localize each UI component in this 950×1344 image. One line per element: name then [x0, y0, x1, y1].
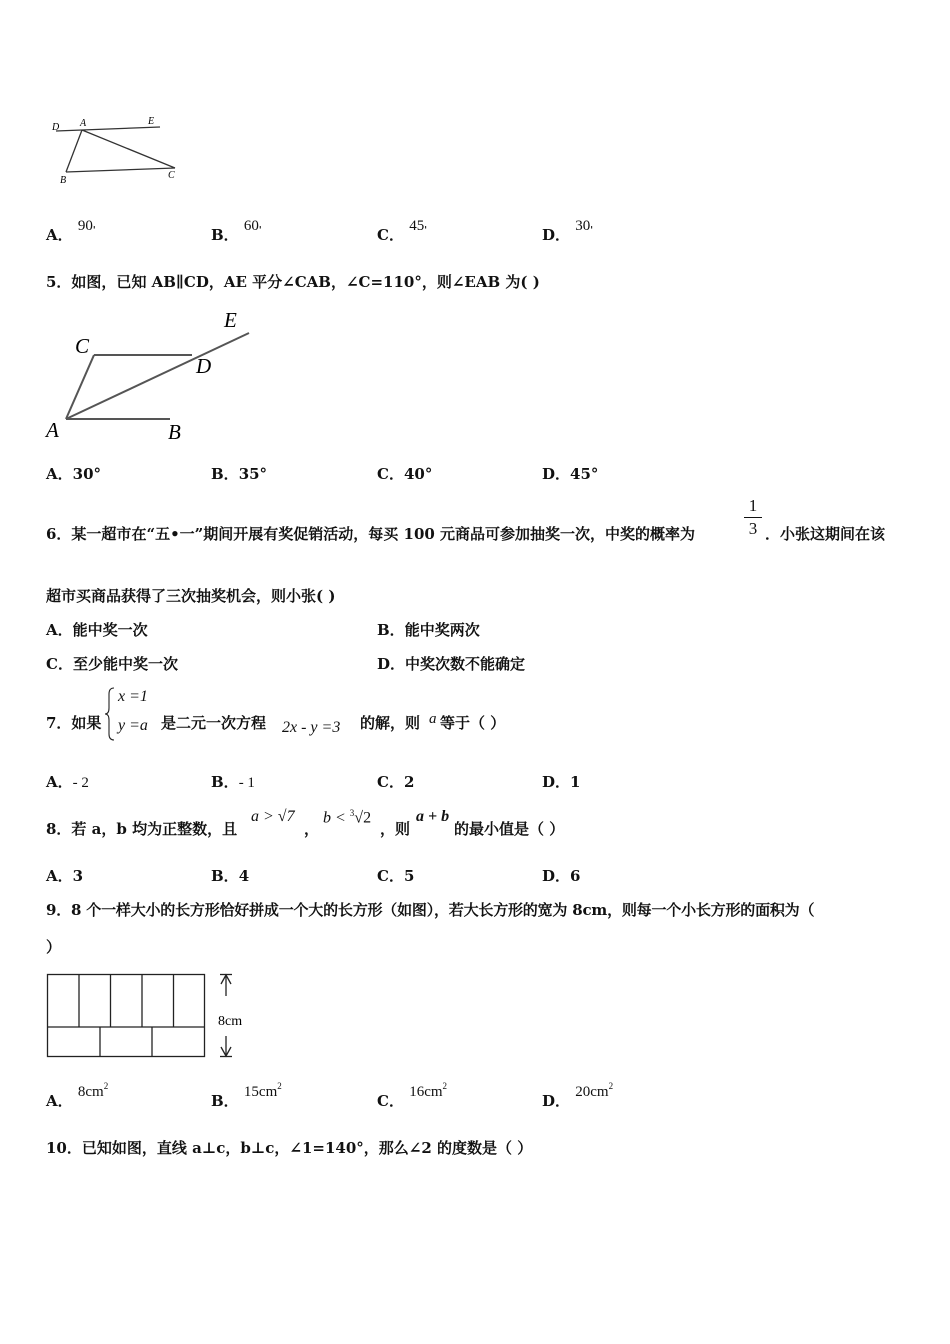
q10-question-text: 10．已知如图，直线 a⊥c，b⊥c，∠1=140°，那么∠2 的度数是（ ）: [46, 1139, 533, 1157]
q5-label-c: C: [75, 334, 90, 358]
q7-option-value: - 2: [72, 775, 89, 791]
q7-option-d: D．1: [542, 773, 581, 791]
q6-option-value: 至少能中奖一次: [72, 655, 178, 673]
q7-option-value: 2: [403, 773, 415, 791]
q8-option-a: A．3: [46, 867, 84, 885]
q5-question-text: 5．如图，已知 AB∥CD，AE 平分∠CAB，∠C=110°，则∠EAB 为( ): [46, 273, 540, 291]
q4-option-d: D． 30': [542, 218, 594, 244]
q7-suffix-b: 等于（ ）: [440, 714, 506, 732]
q8-suffix: 的最小值是（ ）: [454, 820, 565, 838]
q7-prefix: 7．如果: [46, 714, 102, 732]
q5-label-d: D: [196, 354, 212, 378]
q8-option-value: 4: [238, 867, 250, 885]
q4-option-value: 60: [243, 218, 259, 234]
q5-option-value: 45°: [570, 465, 599, 483]
q8-option-b: B．4: [211, 867, 250, 885]
q9-option-a: A． $8cm^2$: [46, 1081, 109, 1110]
q4-label-e: E: [148, 116, 155, 127]
q4-figure: [48, 108, 188, 188]
q7-option-value: 1: [570, 773, 581, 791]
q8-condition-2: b < $^3$√2: [323, 808, 372, 827]
q6-option-b: B．能中奖两次: [377, 621, 480, 639]
q4-option-value: 45: [409, 218, 425, 234]
q7-suffix-a: 的解，则: [360, 714, 421, 732]
q6-question-text: 6．某一超市在“五•一”期间开展有奖促销活动，每买 100 元商品可参加抽奖一次，中奖的概率为: [46, 525, 696, 543]
q7-option-a: A．- 2: [46, 773, 89, 791]
q6-option-c: C．至少能中奖一次: [46, 655, 178, 673]
q7-system-line1: x =1: [118, 688, 148, 705]
q4-option-value: 90: [77, 218, 93, 234]
q9-option-value: 20cm: [575, 1084, 609, 1100]
q5-label-a: A: [46, 418, 59, 442]
q9-question-text: 9．8 个一样大小的长方形恰好拼成一个大的长方形（如图），若大长方形的宽为 8cm，则每一个小长方形的面积为（: [46, 901, 815, 919]
q4-option-letter: C．: [377, 226, 404, 244]
q4-label-b: B: [60, 175, 67, 186]
q6-fraction: [744, 496, 762, 539]
q7-option-b: B．- 1: [211, 773, 255, 791]
q4-label-d: D: [52, 122, 60, 133]
q5-option-a: A．30°: [46, 465, 102, 483]
q4-option-letter: D．: [542, 226, 571, 244]
q8-condition-1: a > √7: [251, 808, 295, 825]
q6-option-value: 能中奖一次: [72, 621, 148, 639]
q9-figure-label: 8cm: [218, 1014, 243, 1029]
q9-figure: [46, 970, 256, 1062]
q6-question-text-end: ．小张这期间在该: [765, 525, 886, 543]
q6-option-d: D．中奖次数不能确定: [377, 655, 526, 673]
q9-question-line2: ）: [46, 938, 62, 956]
q9-option-value: 16cm: [409, 1084, 443, 1100]
q4-label-c: C: [168, 170, 175, 181]
q4-option-c: C． 45': [377, 218, 427, 244]
q9-option-value: 15cm: [243, 1084, 278, 1100]
q8-separator: ，: [304, 820, 320, 838]
q7-system-line2: y =a: [118, 717, 148, 734]
q4-option-b: B． 60': [211, 218, 262, 244]
q7-middle: 是二元一次方程: [161, 714, 267, 732]
q6-option-a: A．能中奖一次: [46, 621, 148, 639]
q9-option-b: B． $15cm^2$: [211, 1081, 282, 1110]
q8-option-value: 5: [403, 867, 415, 885]
q4-option-letter: B．: [211, 226, 239, 244]
q4-option-letter: A．: [46, 226, 73, 244]
q4-label-a: A: [80, 118, 87, 129]
q9-option-d: D． $20cm^2$: [542, 1081, 614, 1110]
q4-option-a: A． 90': [46, 218, 96, 244]
q7-brace: [104, 686, 116, 742]
q4-option-value: 30: [575, 218, 591, 234]
q8-option-c: C．5: [377, 867, 415, 885]
q8-mid: ，则: [380, 820, 411, 838]
q6-option-value: 中奖次数不能确定: [405, 655, 526, 673]
q5-option-value: 35°: [238, 465, 268, 483]
q7-variable: a: [429, 711, 437, 727]
q9-option-value: 8cm: [77, 1084, 104, 1100]
q7-option-c: C．2: [377, 773, 415, 791]
q8-option-value: 6: [570, 867, 581, 885]
q8-expression: a + b: [416, 808, 450, 825]
q5-label-b: B: [168, 420, 181, 444]
q5-label-e: E: [224, 308, 237, 332]
q6-option-value: 能中奖两次: [404, 621, 480, 639]
q5-option-c: C．40°: [377, 465, 433, 483]
q6-question-line2: 超市买商品获得了三次抽奖机会，则小张( ): [46, 587, 336, 605]
q5-figure: [42, 305, 257, 445]
q5-option-value: 30°: [72, 465, 102, 483]
q8-prefix: 8．若 a，b 均为正整数，且: [46, 820, 238, 838]
q5-option-d: D．45°: [542, 465, 599, 483]
q7-option-value: - 1: [238, 775, 255, 791]
q9-option-c: C． $16cm^2$: [377, 1081, 448, 1110]
q5-option-value: 40°: [403, 465, 433, 483]
q8-option-value: 3: [72, 867, 84, 885]
q5-option-b: B．35°: [211, 465, 268, 483]
q6-fraction-numerator: 1: [748, 496, 758, 515]
q8-root-index: 3: [349, 808, 355, 818]
q8-option-d: D．6: [542, 867, 581, 885]
q7-equation: 2x - y =3: [282, 719, 341, 736]
q6-fraction-denominator: 3: [748, 519, 758, 538]
